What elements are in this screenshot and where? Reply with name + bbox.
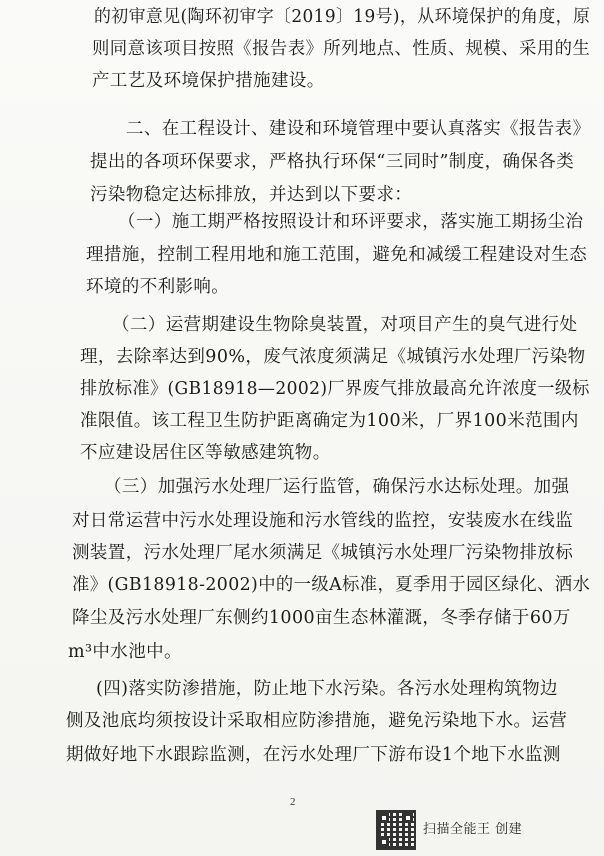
text-line: （一）施工期严格按照设计和环评要求，落实施工期扬尘治 <box>118 212 584 232</box>
text-line: m³中水池中。 <box>68 642 182 662</box>
text-line: (四)落实防渗措施，防止地下水污染。各污水处理构筑物边 <box>96 679 558 699</box>
text-line: 二、在工程设计、建设和环境管理中要认真落实《报告表》 <box>126 119 591 139</box>
text-line: 理措施，控制工程用地和施工范围，避免和减缓工程建设对生态 <box>86 245 588 265</box>
text-line: 降尘及污水处理厂东侧约1000亩生态林灌溉，冬季存储于60万 <box>72 608 571 628</box>
text-line: 产工艺及环境保护措施建设。 <box>92 71 325 91</box>
text-line: 环境的不利影响。 <box>86 277 230 297</box>
qr-code-icon <box>376 810 416 850</box>
text-line: 期做好地下水跟踪监测，在污水处理厂下游布设1个地下水监测 <box>66 745 561 765</box>
text-line: 侧及池底均须按设计采取相应防渗措施，避免污染地下水。运营 <box>66 711 568 731</box>
text-line: 则同意该项目按照《报告表》所列地点、性质、规模、采用的生 <box>92 39 591 59</box>
text-line: 不应建设居住区等敏感建筑物。 <box>80 443 331 463</box>
text-line: 排放标准》(GB18918—2002)厂界废气排放最高允许浓度一级标 <box>80 379 590 399</box>
text-line: 理，去除率达到90%，废气浓度须满足《城镇污水处理厂污染物 <box>80 347 586 367</box>
text-line: 污染物稳定达标排放，并达到以下要求： <box>90 185 413 205</box>
text-line: （三）加强污水处理厂运行监管，确保污水达标处理。加强 <box>104 477 570 497</box>
page-number: 2 <box>290 796 296 808</box>
scanner-watermark: 扫描全能王 创建 <box>423 822 523 837</box>
text-line: 准限值。该工程卫生防护距离确定为100米，厂界100米范围内 <box>80 411 579 431</box>
text-line: 对日常运营中污水处理设施和污水管线的监控，安装废水在线监 <box>72 511 574 531</box>
qr-code-corner <box>379 837 389 847</box>
text-line: 准》(GB18918-2002)中的一级A标准，夏季用于园区绿化、洒水 <box>72 575 591 595</box>
text-line: 提出的各项环保要求，严格执行环保“三同时”制度，确保各类 <box>90 152 575 172</box>
text-line: 的初审意见(陶环初审字〔2019〕19号)，从环境保护的角度，原 <box>94 7 591 27</box>
text-line: 测装置，污水处理厂尾水须满足《城镇污水处理厂污染物排放标 <box>72 543 574 563</box>
text-line: （二）运营期建设生物除臭装置，对项目产生的臭气进行处 <box>112 315 578 335</box>
